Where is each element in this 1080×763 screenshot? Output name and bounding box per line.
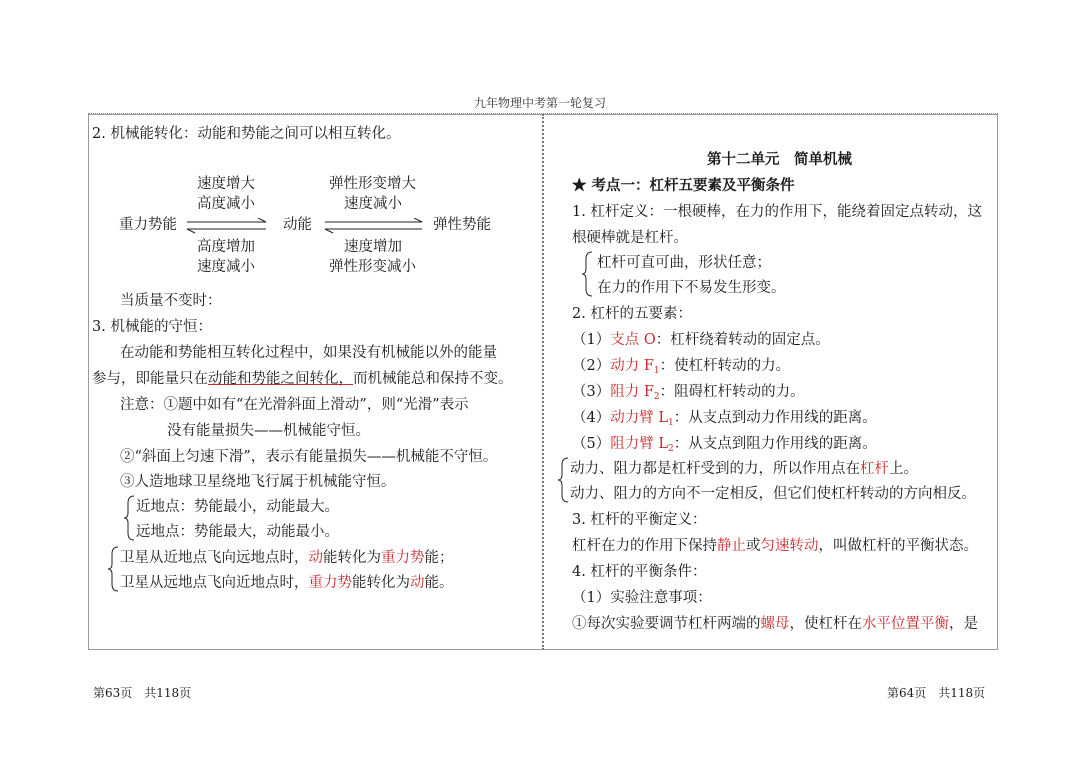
left-heading-3: 3. 机械能的守恒： bbox=[92, 319, 212, 335]
arrow1-double-icon bbox=[186, 218, 268, 234]
apogee-text: 远地点：势能最大，动能最小。 bbox=[136, 524, 339, 540]
experiment-heading: （1）实验注意事项： bbox=[572, 590, 712, 606]
note-3: ③人造地球卫星绕地飞行属于机械能守恒。 bbox=[120, 474, 396, 490]
satellite-line-2: 卫星从远地点飞向近地点时，重力势能转化为动能。 bbox=[120, 575, 454, 591]
balance-definition-heading: 3. 杠杆的平衡定义： bbox=[572, 512, 707, 528]
note-1-line1: 注意：①题中如有“在光滑斜面上滑动”，则“光滑”表示 bbox=[120, 397, 469, 413]
force-note-2: 动力、阻力的方向不一定相反，但它们使杠杆转动的方向相反。 bbox=[570, 486, 976, 502]
arrow2-bottom-label-2: 弹性形变减小 bbox=[329, 259, 416, 275]
satellite-line-1: 卫星从近地点飞向远地点时，动能转化为重力势能； bbox=[120, 550, 454, 566]
arrow1-top-label-2: 高度减小 bbox=[197, 196, 255, 212]
arrow1-bottom-label-2: 速度减小 bbox=[197, 259, 255, 275]
lever-shape-note: 杠杆可直可曲，形状任意； bbox=[597, 255, 771, 271]
arrow2-double-icon bbox=[324, 218, 424, 234]
lever-definition-line2: 根硬棒就是杠杆。 bbox=[572, 230, 688, 246]
brace-icon bbox=[558, 457, 570, 503]
arrow2-top-label-1: 弹性形变增大 bbox=[329, 176, 416, 192]
element-effort: （2）动力 $F_1$：使杠杆转动的力。 bbox=[572, 358, 791, 376]
underlined-phrase: 动能和势能之间转化， bbox=[208, 371, 353, 387]
brace-icon bbox=[108, 546, 120, 592]
node-kinetic: 动能 bbox=[283, 217, 312, 233]
element-fulcrum: （1）支点 O：杠杆绕着转动的固定点。 bbox=[572, 332, 830, 348]
left-page-number: 第63页 共118页 bbox=[93, 686, 192, 700]
balance-condition-heading: 4. 杠杆的平衡条件： bbox=[572, 564, 707, 580]
element-resistance-arm: （5）阻力臂 $L_2$：从支点到阻力作用线的距离。 bbox=[572, 436, 877, 454]
note-1-line2: 没有能量损失——机械能守恒。 bbox=[167, 423, 370, 439]
note-2: ②“斜面上匀速下滑”，表示有能量损失——机械能不守恒。 bbox=[120, 449, 498, 465]
conservation-paragraph-line1: 在动能和势能相互转化过程中，如果没有机械能以外的能量 bbox=[120, 345, 497, 361]
lever-definition-line1: 1. 杠杆定义：一根硬棒，在力的作用下，能绕着固定点转动，这 bbox=[572, 204, 982, 220]
element-resistance: （3）阻力 $F_2$：阻碍杠杆转动的力。 bbox=[572, 384, 805, 402]
arrow1-bottom-label-1: 高度增加 bbox=[197, 239, 255, 255]
five-elements-heading: 2. 杠杆的五要素： bbox=[572, 306, 692, 322]
condition-text: 当质量不变时： bbox=[120, 293, 222, 309]
right-page-number: 第64页 共118页 bbox=[887, 686, 986, 700]
column-divider bbox=[542, 114, 544, 650]
brace-icon bbox=[582, 251, 594, 297]
experiment-note-1: ①每次实验要调节杠杆两端的螺母，使杠杆在水平位置平衡，是 bbox=[572, 616, 978, 632]
page-header-title: 九年物理中考第一轮复习 bbox=[473, 96, 606, 110]
arrow2-bottom-label-1: 速度增加 bbox=[344, 239, 402, 255]
force-note-1: 动力、阻力都是杠杆受到的力，所以作用点在杠杆上。 bbox=[570, 461, 918, 477]
left-heading-2: 2. 机械能转化：动能和势能之间可以相互转化。 bbox=[92, 126, 401, 142]
node-elastic-potential: 弹性势能 bbox=[433, 217, 491, 233]
conservation-paragraph-line2: 参与，即能量只在动能和势能之间转化，而机械能总和保持不变。 bbox=[92, 371, 513, 387]
unit-title: 第十二单元 简单机械 bbox=[707, 151, 852, 168]
arrow2-top-label-2: 速度减小 bbox=[344, 196, 402, 212]
exam-point-title: ★ 考点一：杠杆五要素及平衡条件 bbox=[572, 177, 795, 194]
arrow1-top-label-1: 速度增大 bbox=[197, 176, 255, 192]
lever-rigid-note: 在力的作用下不易发生形变。 bbox=[597, 280, 786, 296]
node-gravitational-potential: 重力势能 bbox=[119, 217, 177, 233]
brace-icon bbox=[124, 495, 136, 541]
perigee-text: 近地点：势能最小，动能最大。 bbox=[136, 499, 339, 515]
balance-definition-text: 杠杆在力的作用下保持静止或匀速转动，叫做杠杆的平衡状态。 bbox=[572, 538, 978, 554]
element-effort-arm: （4）动力臂 $L_1$：从支点到动力作用线的距离。 bbox=[572, 410, 877, 428]
